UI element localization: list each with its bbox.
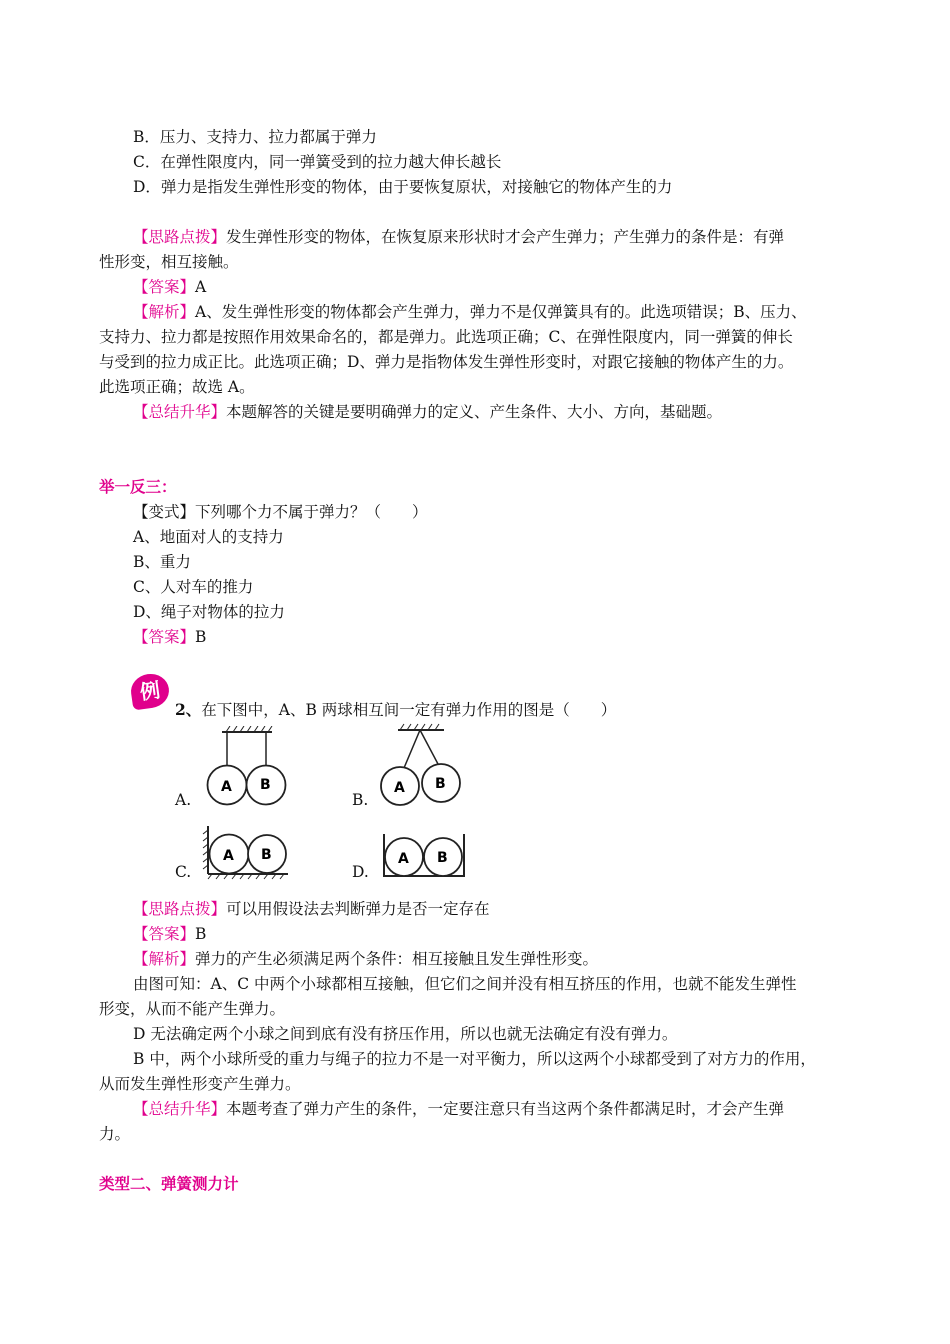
analysis-text: A、发生弹性形变的物体都会产生弹力，弹力不是仅弹簧具有的。此选项错误；B、压力、 — [195, 303, 807, 321]
analysis-text: 弹力的产生必须满足两个条件：相互接触且发生弹性形变。 — [195, 950, 599, 968]
hint-tag: 【思路点拨】 — [133, 228, 227, 246]
hint-paragraph-1 — [133, 227, 784, 247]
summary-2-cont: 力。 — [99, 1125, 131, 1143]
answer-value: B — [195, 628, 207, 646]
analysis-2-line-5: B 中，两个小球所受的重力与绳子的拉力不是一对平衡力，所以这两个小球都受到了对方力的作用， — [133, 1050, 816, 1068]
analysis-1 — [133, 302, 807, 322]
variant-option-d: D、绳子对物体的拉力 — [133, 603, 285, 621]
hint-text: 可以用假设法去判断弹力是否一定存在 — [226, 900, 490, 918]
figure-option-d-label: D. — [352, 863, 369, 881]
figure-d-diagram — [380, 830, 470, 880]
summary-tag: 【总结升华】 — [133, 1100, 227, 1118]
question-text: 在下图中，A、B 两球相互间一定有弹力作用的图是（ ） — [201, 701, 617, 719]
ball-b-label: B — [435, 776, 446, 792]
option-d: D．弹力是指发生弹性形变的物体，由于要恢复原状，对接触它的物体产生的力 — [133, 178, 673, 196]
hint-text: 发生弹性形变的物体，在恢复原来形状时才会产生弹力；产生弹力的条件是：有弹 — [226, 228, 785, 246]
figure-option-c-label: C. — [175, 863, 192, 881]
figure-c-diagram — [200, 822, 292, 880]
section-heading-type-two: 类型二、弹簧测力计 — [99, 1175, 239, 1193]
analysis-1-line-2: 支持力、拉力都是按照作用效果命名的，都是弹力。此选项正确；C、在弹性限度内，同一弹簧的伸长 — [99, 328, 793, 346]
variant-tag: 【变式】 — [133, 503, 196, 521]
hint-tag: 【思路点拨】 — [133, 900, 227, 918]
analysis-tag: 【解析】 — [133, 950, 196, 968]
variant-option-b: B、重力 — [133, 553, 191, 571]
summary-1 — [133, 402, 722, 422]
analysis-2-line-3: 形变，从而不能产生弹力。 — [99, 1000, 286, 1018]
answer-tag: 【答案】 — [133, 278, 196, 296]
answer-value: B — [195, 925, 207, 943]
answer-2 — [133, 627, 206, 647]
analysis-1-line-3: 与受到的拉力成正比。此选项正确；D、弹力是指物体发生弹性形变时，对跟它接触的物体产生的力。 — [99, 353, 794, 371]
ball-a-label: A — [394, 780, 405, 796]
option-b: B．压力、支持力、拉力都属于弹力 — [133, 128, 377, 146]
analysis-2-line-2: 由图可知：A、C 中两个小球都相互接触，但它们之间并没有相互挤压的作用，也就不能发生弹性 — [133, 975, 797, 993]
ball-b-label: B — [261, 847, 272, 863]
ball-b-label: B — [437, 850, 448, 866]
ball-a-label: A — [398, 851, 409, 867]
figure-option-a-label: A. — [175, 791, 192, 809]
analysis-tag: 【解析】 — [133, 303, 196, 321]
analysis-1-line-4: 此选项正确；故选 A。 — [99, 378, 255, 396]
ball-b-label: B — [260, 777, 271, 793]
summary-text: 本题解答的关键是要明确弹力的定义、产生条件、大小、方向，基础题。 — [226, 403, 723, 421]
question-number: 2、 — [175, 700, 202, 719]
hint-paragraph-2 — [133, 899, 490, 919]
variant-option-c: C、人对车的推力 — [133, 578, 254, 596]
summary-text: 本题考查了弹力产生的条件，一定要注意只有当这两个条件都满足时，才会产生弹 — [226, 1100, 785, 1118]
summary-2 — [133, 1099, 784, 1119]
answer-tag: 【答案】 — [133, 925, 196, 943]
summary-tag: 【总结升华】 — [133, 403, 227, 421]
analysis-2 — [133, 949, 598, 969]
figure-option-b-label: B. — [352, 791, 369, 809]
option-c: C．在弹性限度内，同一弹簧受到的拉力越大伸长越长 — [133, 153, 502, 171]
answer-value: A — [195, 278, 207, 296]
variant-question — [133, 502, 428, 522]
ball-a-label: A — [221, 779, 232, 795]
analysis-2-line-6: 从而发生弹性形变产生弹力。 — [99, 1075, 301, 1093]
answer-3 — [133, 924, 206, 944]
answer-tag: 【答案】 — [133, 628, 196, 646]
section-heading-practice: 举一反三： — [99, 478, 177, 496]
variant-option-a: A、地面对人的支持力 — [133, 528, 284, 546]
variant-text: 下列哪个力不属于弹力？（ ） — [195, 503, 428, 521]
hint-paragraph-1-cont: 性形变，相互接触。 — [99, 253, 239, 271]
question-2 — [175, 700, 616, 720]
answer-1 — [133, 277, 206, 297]
figure-b-diagram — [376, 722, 466, 806]
analysis-2-line-4: D 无法确定两个小球之间到底有没有挤压作用，所以也就无法确定有没有弹力。 — [133, 1025, 678, 1043]
figure-a-diagram — [200, 726, 295, 808]
example-badge-icon: 例 — [129, 672, 171, 711]
ball-a-label: A — [223, 848, 234, 864]
